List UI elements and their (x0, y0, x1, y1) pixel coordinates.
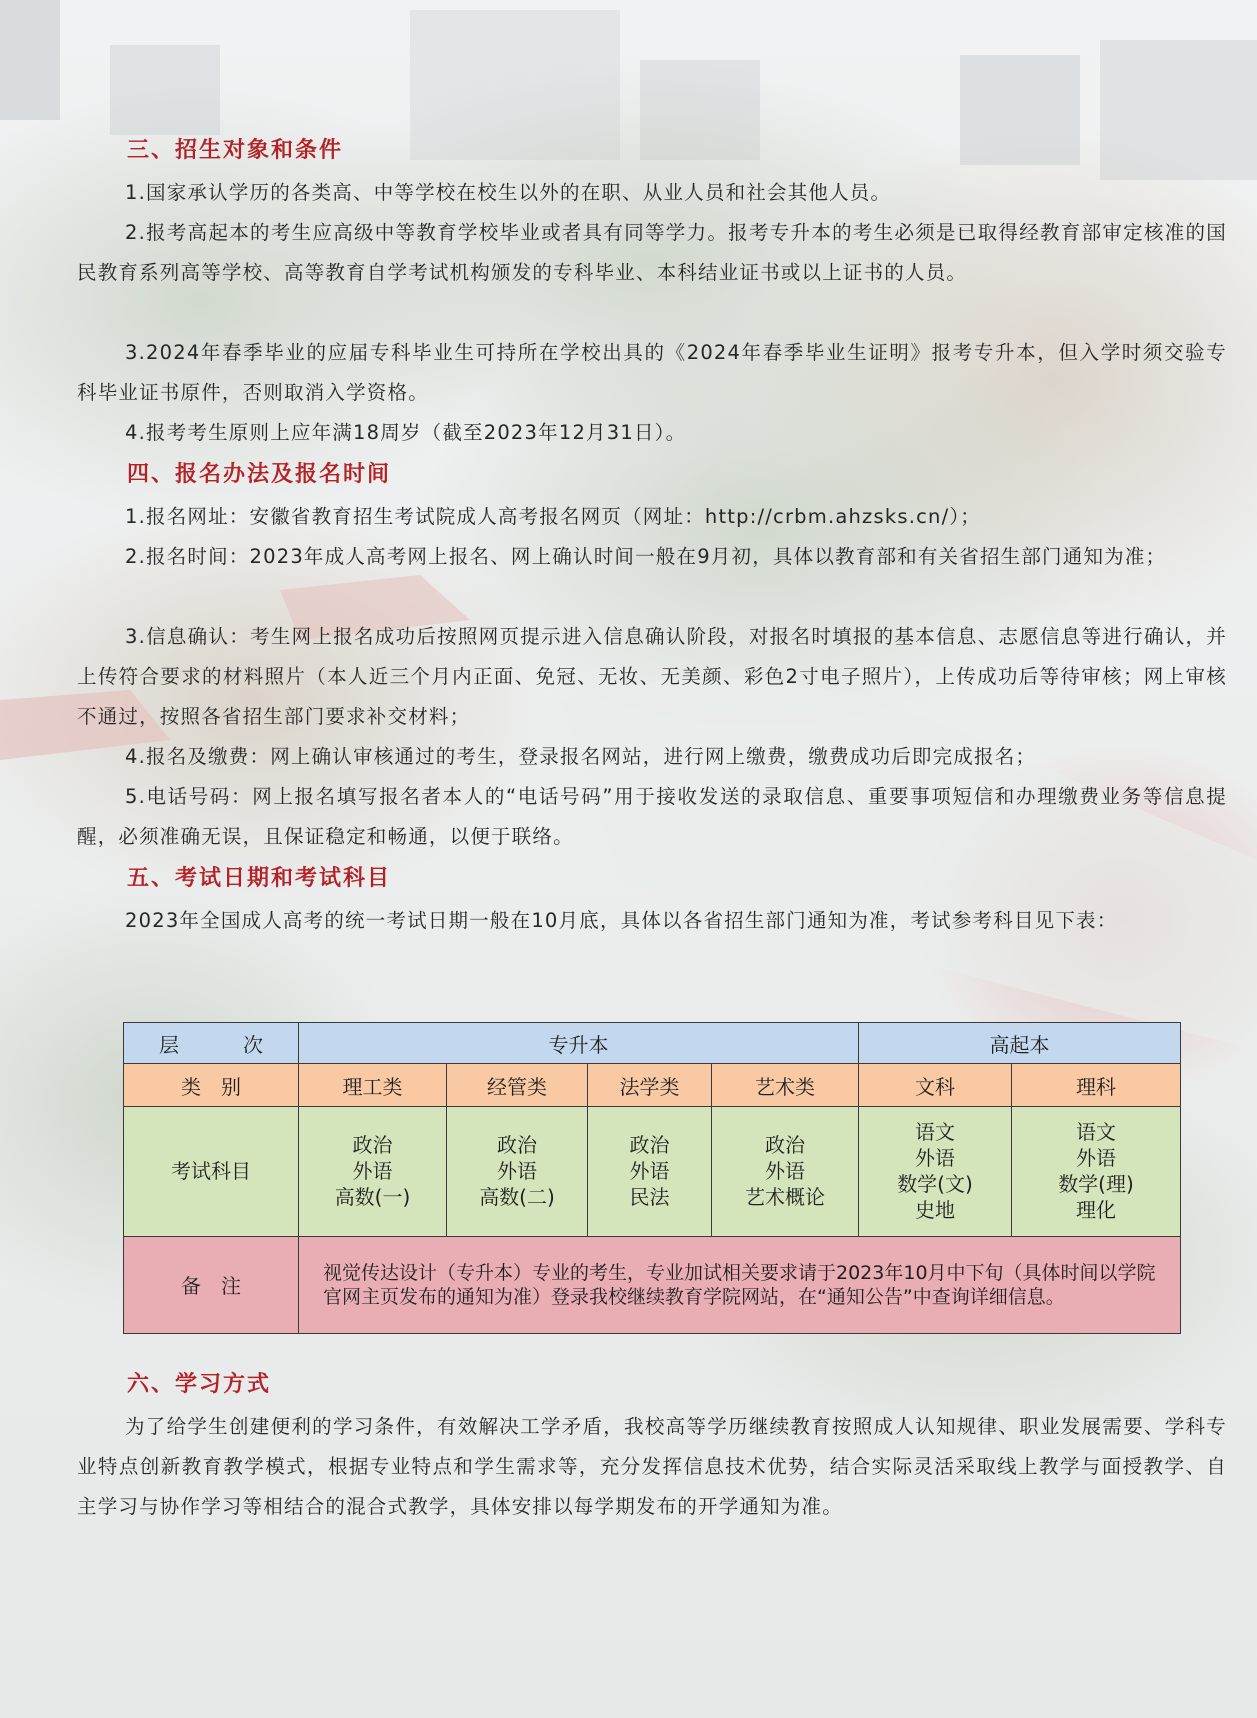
level-label-text: 层 次 (159, 1032, 285, 1057)
section-heading-registration: 四、报名办法及报名时间 (127, 462, 392, 487)
category-cell: 艺术类 (712, 1064, 859, 1107)
subject-item: 语文 (915, 1120, 955, 1145)
subject-item: 高数(一) (334, 1185, 411, 1210)
subject-item: 艺术概论 (745, 1185, 825, 1210)
section-heading-exam-date: 五、考试日期和考试科目 (127, 866, 392, 891)
subject-item: 理化 (1076, 1198, 1116, 1223)
subject-item: 语文 (1076, 1120, 1116, 1145)
subjects-cell (447, 1107, 588, 1236)
subject-item: 高数(二) (479, 1185, 555, 1210)
note-text: 视觉传达设计（专升本）专业的考生，专业加试相关要求请于2023年10月中下旬（具体时间以学院官网主页发布的通知为准）登录我校继续教育学院网站，在“通知公告”中查询详细信息。 (299, 1236, 1181, 1333)
level-label (124, 1023, 299, 1064)
category-cell: 理工类 (299, 1064, 447, 1107)
category-label: 类 别 (124, 1064, 299, 1107)
paragraph-phone-number: 5.电话号码：网上报名填写报名者本人的“电话号码”用于接收发送的录取信息、重要事项短信和办理缴费业务等信息提醒，必须准确无误，且保证稳定和畅通，以便于联络。 (77, 785, 1227, 848)
subject-item: 外语 (629, 1159, 670, 1184)
subject-item: 数学(文) (897, 1172, 973, 1197)
subjects-cell (859, 1107, 1012, 1236)
exam-subjects-table (123, 1022, 1181, 1334)
subjects-cell (588, 1107, 712, 1236)
subjects-cell (299, 1107, 447, 1236)
note-label: 备 注 (124, 1236, 299, 1333)
subject-item: 政治 (352, 1133, 393, 1158)
category-cell: 经管类 (447, 1064, 588, 1107)
subject-item: 外语 (352, 1159, 393, 1184)
paragraph-registration-url: 1.报名网址：安徽省教育招生考试院成人高考报名网页（网址：http://crbm.ahzsks.cn/）； (125, 505, 982, 528)
subject-item: 外语 (915, 1146, 955, 1171)
table-row-category (124, 1064, 1181, 1107)
section-heading-study-mode: 六、学习方式 (127, 1372, 272, 1397)
paragraph-study-mode: 为了给学生创建便利的学习条件，有效解决工学矛盾，我校高等学历继续教育按照成人认知规律、职业发展需要、学科专业特点创新教育教学模式，根据专业特点和学生需求等，充分发挥信息技术优势，结合实际灵活采取线上教学与面授教学、自主学习与协作学习等相结合的混合式教学，具体安排以每学期发布的开学通知为准。 (77, 1415, 1227, 1518)
subject-item: 政治 (629, 1133, 670, 1158)
level-gqb: 高起本 (859, 1023, 1181, 1064)
subjects-cell (712, 1107, 859, 1236)
subject-item: 政治 (497, 1133, 537, 1158)
paragraph-registration-time: 2.报名时间：2023年成人高考网上报名、网上确认时间一般在9月初，具体以教育部和有关省招生部门通知为准； (125, 545, 1167, 568)
subjects-cell (1012, 1107, 1181, 1236)
paragraph-info-confirmation: 3.信息确认：考生网上报名成功后按照网页提示进入信息确认阶段，对报名时填报的基本信息、志愿信息等进行确认，并上传符合要求的材料照片（本人近三个月内正面、免冠、无妆、无美颜、彩色2寸电子照片），上传成功后等待审核；网上审核不通过，按照各省招生部门要求补交材料； (77, 625, 1227, 728)
subject-item: 外语 (497, 1159, 537, 1184)
table-row-note (124, 1236, 1181, 1333)
level-zsb: 专升本 (299, 1023, 859, 1064)
subject-item: 数学(理) (1058, 1172, 1134, 1197)
subject-item: 政治 (765, 1133, 805, 1158)
paragraph-4: 4.报考考生原则上应年满18周岁（截至2023年12月31日）。 (125, 421, 687, 444)
paragraph-1: 1.国家承认学历的各类高、中等学校在校生以外的在职、从业人员和社会其他人员。 (125, 181, 892, 204)
paragraph-2: 2.报考高起本的考生应高级中等教育学校毕业或者具有同等学力。报考专升本的考生必须是已取得经教育部审定核准的国民教育系列高等学校、高等教育自学考试机构颁发的专科毕业、本科结业证书或以上证书的人员。 (77, 221, 1227, 284)
subject-item: 史地 (915, 1198, 955, 1223)
section-heading-enrollment-conditions: 三、招生对象和条件 (127, 138, 344, 163)
category-cell: 文科 (859, 1064, 1012, 1107)
subjects-label: 考试科目 (124, 1107, 299, 1236)
table-row-level (124, 1023, 1181, 1064)
category-cell: 理科 (1012, 1064, 1181, 1107)
paragraph-payment: 4.报名及缴费：网上确认审核通过的考生，登录报名网站，进行网上缴费，缴费成功后即完成报名； (125, 745, 1037, 768)
subject-item: 外语 (1076, 1146, 1116, 1171)
table-row-subjects (124, 1107, 1181, 1236)
category-cell: 法学类 (588, 1064, 712, 1107)
paragraph-3: 3.2024年春季毕业的应届专科毕业生可持所在学校出具的《2024年春季毕业生证明》报考专升本，但入学时须交验专科毕业证书原件，否则取消入学资格。 (77, 341, 1227, 404)
subject-item: 外语 (765, 1159, 805, 1184)
subject-item: 民法 (629, 1185, 670, 1210)
paragraph-exam-date: 2023年全国成人高考的统一考试日期一般在10月底，具体以各省招生部门通知为准，考试参考科目见下表： (125, 909, 1118, 932)
